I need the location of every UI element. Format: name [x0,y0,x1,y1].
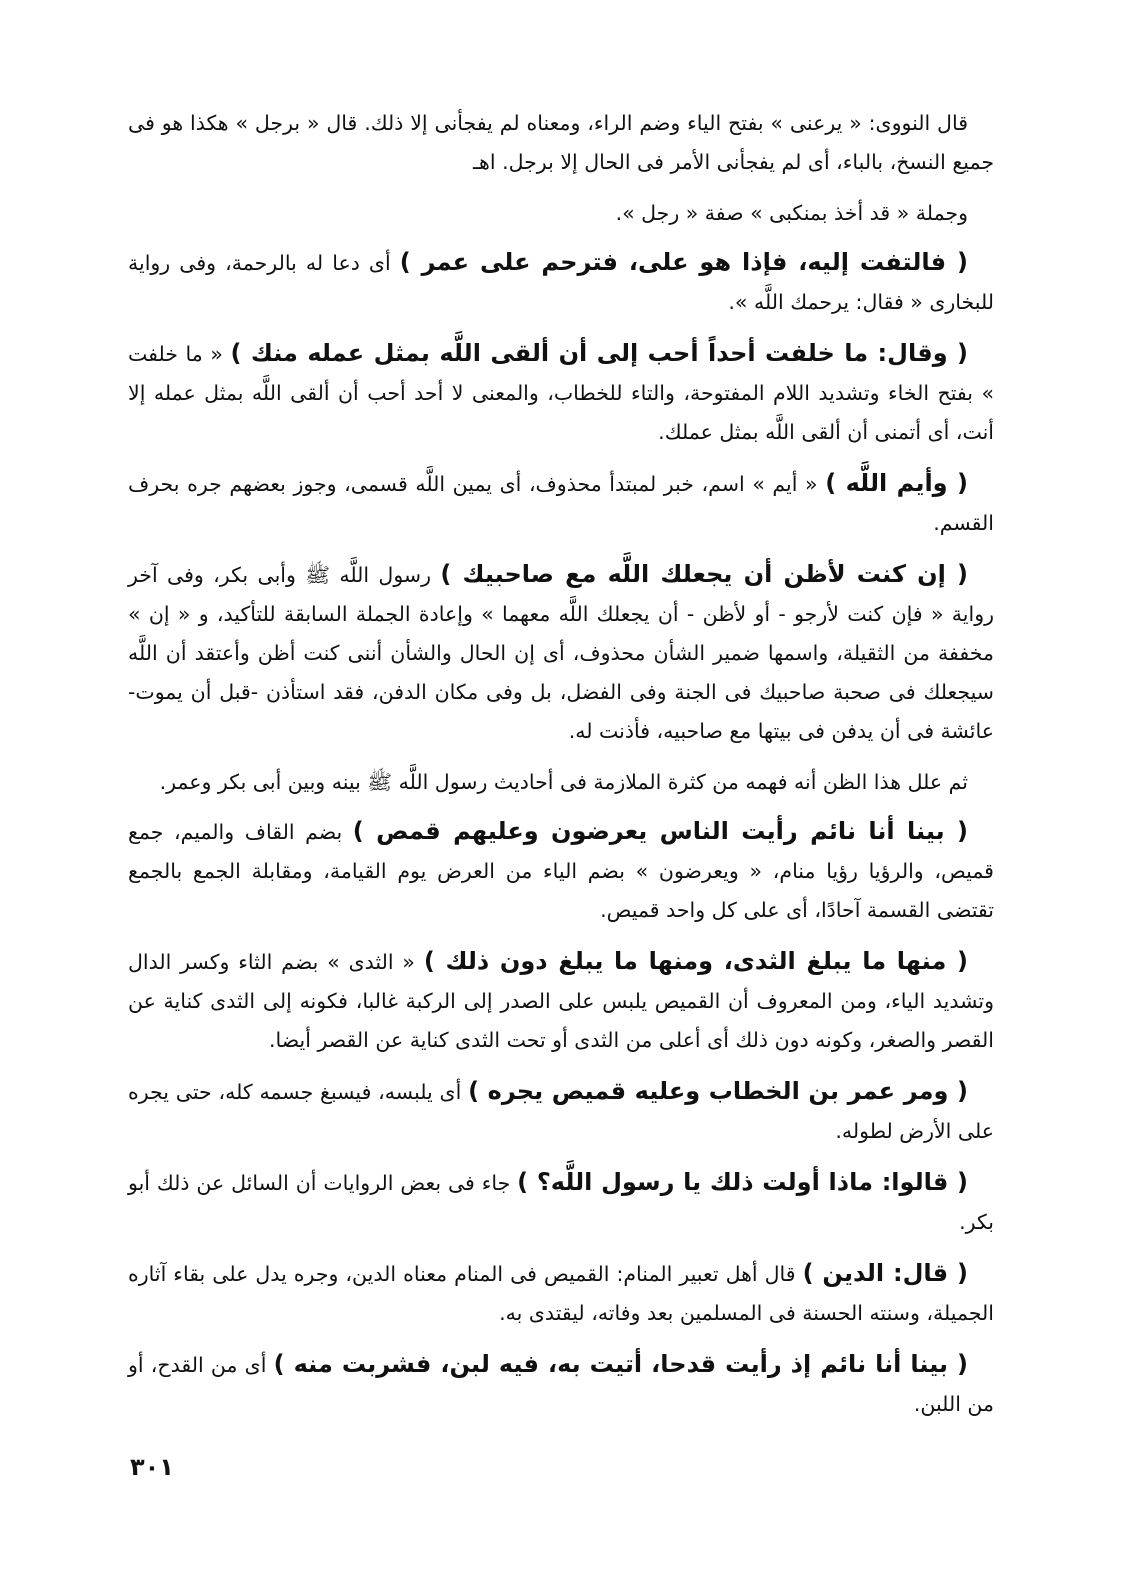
hadith-quote: ( وأيم اللَّه ) [825,469,969,497]
page-body [128,104,994,1436]
hadith-quote: ( قالوا: ماذا أولت ذلك يا رسول اللَّه؟ ) [517,1168,968,1196]
hadith-quote: ( فالتفت إليه، فإذا هو على، فترحم على عمر ) [399,248,968,276]
paragraph-6 [128,555,994,751]
commentary-text: « أيم » اسم، خبر لمبتدأ محذوف، أى يمين اللَّه قسمى، وجوز بعضهم جره بحرف القسم. [128,472,994,535]
paragraph-13 [128,1345,994,1424]
paragraph-9 [128,942,994,1060]
hadith-quote: ( وقال: ما خلفت أحداً أحب إلى أن ألقى اللَّه بمثل عمله منك ) [230,339,968,367]
hadith-quote: ( بينا أنا نائم رأيت الناس يعرضون وعليهم قمص ) [352,817,968,845]
paragraph-11 [128,1163,994,1242]
paragraph-3 [128,243,994,322]
commentary-text: قال أهل تعبير المنام: القميص فى المنام معناه الدين، وجره يدل على بقاء آثاره الجميلة، وسنته الحسنة فى المسلمين بعد وفاته، ليقتدى به. [128,1262,994,1325]
paragraph-10 [128,1072,994,1151]
paragraph-2-text: وجملة « قد أخذ بمنكبى » صفة « رجل ». [615,201,968,225]
paragraph-1-text: قال النووى: « يرعنى » بفتح الياء وضم الراء، ومعناه لم يفجأنى إلا ذلك. قال « برجل » هكذا هو فى جميع النسخ، بالباء، أى لم يفجأنى الأمر فى الحال إلا برجل. اهـ [128,111,994,174]
commentary-text: بضم القاف والميم، جمع قميص، والرؤيا رؤيا منام، « ويعرضون » بضم الياء من العرض يوم القيامة، ومقابلة الجمع بالجمع تقتضى القسمة آحادًا، أى على كل واحد قميص. [128,820,994,922]
hadith-quote: ( بينا أنا نائم إذ رأيت قدحا، أتيت به، فيه لبن، فشربت منه ) [273,1350,968,1378]
paragraph-5 [128,464,994,543]
page-number: ٣٠١ [130,1453,174,1481]
commentary-text: جاء فى بعض الروايات أن السائل عن ذلك أبو بكر. [128,1171,994,1234]
hadith-quote: ( ومر عمر بن الخطاب وعليه قميص يجره ) [468,1077,968,1105]
hadith-quote: ( إن كنت لأظن أن يجعلك اللَّه مع صاحبيك ) [440,560,969,588]
paragraph-4 [128,334,994,452]
commentary-text: أى من القدح، أو من اللبن. [128,1353,994,1416]
paragraph-1 [128,104,994,182]
paragraph-2 [128,194,994,233]
commentary-text: « ما خلفت » بفتح الخاء وتشديد اللام المفتوحة، والتاء للخطاب، والمعنى لا أحد أحب أن ألقى اللَّه بمثل عمله إلا أنت، أى أتمنى أن ألقى اللَّه بمثل عملك. [128,342,994,444]
commentary-text: رسول اللَّه ﷺ وأبى بكر، وفى آخر رواية « فإن كنت لأرجو - أو لأظن - أن يجعلك اللَّه معهما » وإعادة الجملة السابقة للتأكيد، و « إن » مخففة من الثقيلة، واسمها ضمير الشأن محذوف، أى إن الحال والشأن أننى كنت أظن وأعتقد أن اللَّه سيجعلك فى صحبة صاحبيك فى الجنة وفى الفضل، بل وفى مكان الدفن، فقد استأذن -قبل أن يموت- عائشة فى أن يدفن فى بيتها مع صاحبيه، فأذنت له. [128,563,994,743]
hadith-quote: ( قال: الدين ) [802,1259,968,1287]
paragraph-7-text: ثم علل هذا الظن أنه فهمه من كثرة الملازمة فى أحاديث رسول اللَّه ﷺ بينه وبين أبى بكر وعمر. [159,770,968,794]
commentary-text: أى دعا له بالرحمة، وفى رواية للبخارى « فقال: يرحمك اللَّه ». [128,251,994,314]
commentary-text: « الثدى » بضم الثاء وكسر الدال وتشديد الياء، ومن المعروف أن القميص يلبس على الصدر إلى الركبة غالبا، فكونه إلى الثدى كناية عن القصر والصغر، وكونه دون ذلك أى أعلى من الثدى أو تحت الثدى كناية عن القصر أيضا. [128,950,994,1052]
paragraph-7 [128,763,994,802]
hadith-quote: ( منها ما يبلغ الثدى، ومنها ما يبلغ دون ذلك ) [423,947,968,975]
paragraph-12 [128,1254,994,1333]
commentary-text: أى يلبسه، فيسبغ جسمه كله، حتى يجره على الأرض لطوله. [128,1080,994,1143]
paragraph-8 [128,812,994,930]
